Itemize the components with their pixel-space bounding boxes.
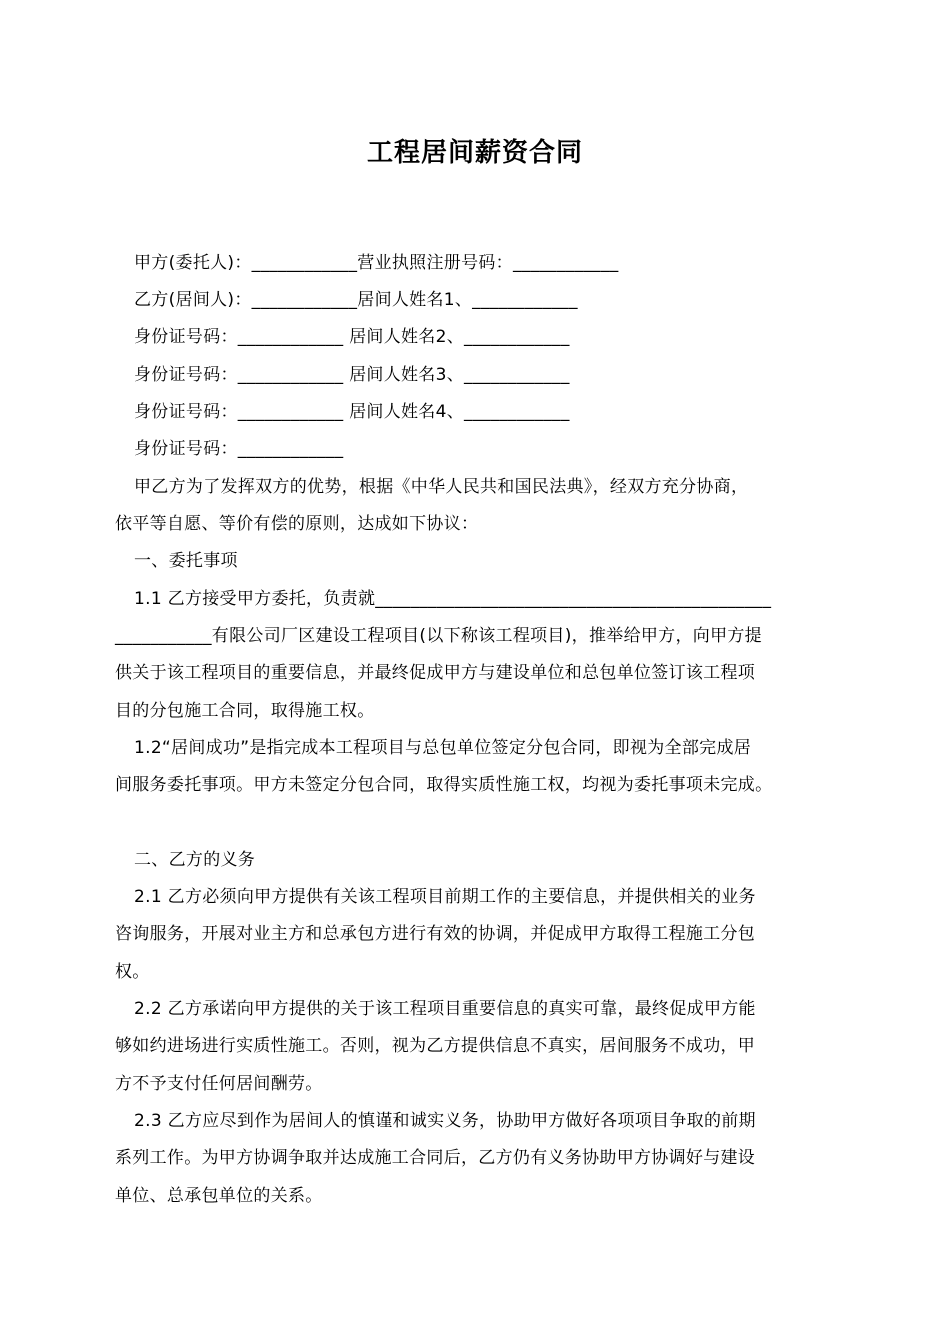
clause-2-1-line-3: 权。 xyxy=(115,962,150,982)
clause-2-2-line-3: 方不予支付任何居间酬劳。 xyxy=(115,1074,323,1094)
clause-2-1-line-1: 2.1 乙方必须向甲方提供有关该工程项目前期工作的主要信息，并提供相关的业务 xyxy=(134,887,756,907)
section-1-heading: 一、委托事项 xyxy=(134,551,238,571)
id-number-line-1: 身份证号码：____________ 居间人姓名2、____________ xyxy=(134,327,570,347)
clause-1-1-line-4: 目的分包施工合同，取得施工权。 xyxy=(115,701,375,721)
clause-1-1-line-1: 1.1 乙方接受甲方委托，负责就_____________________________________________ xyxy=(134,589,772,609)
clause-2-3-line-3: 单位、总承包单位的关系。 xyxy=(115,1186,323,1206)
clause-1-1-line-3: 供关于该工程项目的重要信息，并最终促成甲方与建设单位和总包单位签订该工程项 xyxy=(115,663,756,683)
preamble-line-1: 甲乙方为了发挥双方的优势，根据《中华人民共和国民法典》，经双方充分协商， xyxy=(134,477,749,497)
clause-2-2-line-2: 够如约进场进行实质性施工。否则，视为乙方提供信息不真实，居间服务不成功，甲 xyxy=(115,1036,756,1056)
section-2-heading: 二、乙方的义务 xyxy=(134,850,256,870)
clause-1-2-line-2: 间服务委托事项。甲方未签定分包合同，取得实质性施工权，均视为委托事项未完成。 xyxy=(115,775,773,795)
id-number-line-4: 身份证号码：____________ xyxy=(134,439,344,459)
preamble-line-2: 依平等自愿、等价有偿的原则，达成如下协议： xyxy=(115,514,479,534)
clause-2-3-line-2: 系列工作。为甲方协调争取并达成施工合同后，乙方仍有义务协助甲方协调好与建设 xyxy=(115,1148,756,1168)
clause-2-2-line-1: 2.2 乙方承诺向甲方提供的关于该工程项目重要信息的真实可靠，最终促成甲方能 xyxy=(134,999,756,1019)
party-a-line: 甲方(委托人)：____________营业执照注册号码：____________ xyxy=(134,253,619,273)
document-title: 工程居间薪资合同 xyxy=(366,138,583,168)
party-b-line: 乙方(居间人)：____________居间人姓名1、____________ xyxy=(134,290,578,310)
clause-1-2-line-1: 1.2“居间成功”是指完成本工程项目与总包单位签定分包合同，即视为全部完成居 xyxy=(134,738,752,758)
id-number-line-2: 身份证号码：____________ 居间人姓名3、____________ xyxy=(134,365,570,385)
clause-2-1-line-2: 咨询服务，开展对业主方和总承包方进行有效的协调，并促成甲方取得工程施工分包 xyxy=(115,924,756,944)
clause-2-3-line-1: 2.3 乙方应尽到作为居间人的慎谨和诚实义务，协助甲方做好各项项目争取的前期 xyxy=(134,1111,756,1131)
id-number-line-3: 身份证号码：____________ 居间人姓名4、____________ xyxy=(134,402,570,422)
clause-1-1-line-2: ___________有限公司厂区建设工程项目(以下称该工程项目)，推举给甲方，向甲方提 xyxy=(115,626,762,646)
